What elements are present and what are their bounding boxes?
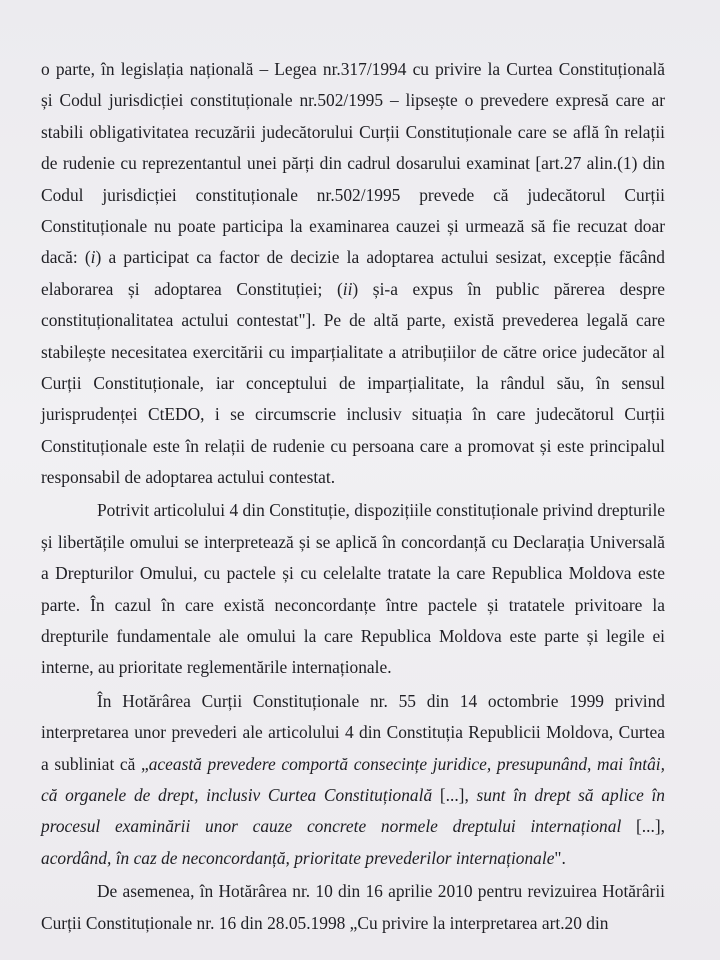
paragraph	[41, 876, 665, 939]
text-line	[41, 621, 665, 652]
text-segment: Curții Constituționale, iar conceptului de imparțialitate, la rândul său, în sensul	[41, 372, 665, 393]
document-body	[41, 54, 665, 939]
text-segment: Codul jurisdicției constituționale nr.502/1995 prevede că judecătorul Curții	[41, 184, 665, 205]
text-line	[41, 908, 665, 939]
text-line	[41, 749, 665, 780]
text-segment: ii	[342, 278, 353, 299]
text-line	[41, 811, 665, 842]
text-segment: Constituționale este în relații de rudenie cu persoana care a promovat și este principalul	[41, 435, 665, 456]
text-segment: stabili obligativitatea recuzării judecătorului Curții Constituționale care se află în relații	[41, 121, 665, 142]
text-segment: sunt în drept să aplice în	[476, 784, 666, 805]
text-segment: procesul examinării unor cauze concrete normele dreptului internațional	[41, 816, 622, 837]
text-segment: și libertățile omului se interpretează și se aplică în concordanță cu Declarația Universală	[41, 531, 665, 552]
text-segment: De asemenea, în Hotărârea nr. 10 din 16 aprilie 2010 pentru revizuirea Hotărârii	[97, 881, 665, 902]
text-segment: Curții Constituționale nr. 16 din 28.05.1998 „Cu privire la interpretarea art.20 din	[41, 912, 609, 933]
text-segment: i	[90, 247, 96, 268]
text-line	[41, 590, 665, 621]
text-line	[41, 558, 665, 589]
text-segment: constituționalitatea actului contestat"]. Pe de altă parte, există prevederea legală care	[41, 310, 665, 331]
text-segment: stabilește necesitatea exercitării cu imparțialitate a atribuțiilor de către orice judecător al	[41, 341, 665, 362]
text-segment: drepturile fundamentale ale omului la care Republica Moldova este parte și legile ei	[41, 626, 665, 647]
text-line	[41, 368, 665, 399]
text-segment: de rudenie cu reprezentantul unei părți din cadrul dosarului examinat [art.27 alin.(1) din	[41, 153, 665, 174]
paragraph	[41, 686, 665, 874]
text-line	[41, 527, 665, 558]
text-line	[41, 652, 665, 683]
text-segment: că organele de drept, inclusiv Curtea Constituțională	[41, 784, 433, 805]
paragraph	[41, 54, 665, 493]
text-line	[41, 148, 665, 179]
text-line	[41, 54, 665, 85]
text-line	[41, 117, 665, 148]
text-line	[41, 211, 665, 242]
text-segment: a Drepturilor Omului, cu pactele și cu celelalte tratate la care Republica Moldova este	[41, 563, 665, 584]
text-segment: o parte, în legislația națională – Legea nr.317/1994 cu privire la Curtea Constituțională	[41, 59, 665, 79]
text-line	[41, 876, 665, 907]
text-line	[41, 495, 665, 526]
text-segment: parte. În cazul în care există neconcordanțe între pactele și tratatele privitoare la	[41, 594, 665, 615]
text-segment: În Hotărârea Curții Constituționale nr. 55 din 14 octombrie 1999 privind	[97, 690, 665, 711]
text-segment: Constituționale nu poate participa la examinarea cauzei și urmează să fie recuzat doar	[41, 215, 665, 236]
text-segment: ) a participat ca factor de decizie la adoptarea actului sesizat, excepție făcând	[95, 247, 665, 268]
text-segment: interpretarea unor prevederi ale articolului 4 din Constituția Republicii Moldova, Curtea	[41, 722, 665, 743]
text-line	[41, 274, 665, 305]
text-segment: jurisprudenței CtEDO, i se circumscrie inclusiv situația în care judecătorul Curții	[41, 404, 665, 425]
text-line	[41, 85, 665, 116]
text-segment: a subliniat că „	[41, 753, 149, 774]
text-segment: acordând, în caz de neconcordanță, prioritate prevederilor internaționale	[41, 847, 555, 868]
text-line	[41, 717, 665, 748]
text-segment: responsabil de adoptarea actului contestat.	[41, 467, 336, 488]
text-segment: Potrivit articolului 4 din Constituție, dispozițiile constituționale privind drepturile	[97, 500, 665, 521]
text-segment: această prevedere comportă consecințe juridice, presupunând, mai întâi,	[148, 753, 665, 774]
text-line	[41, 843, 665, 874]
text-line	[41, 462, 665, 493]
text-line	[41, 242, 665, 273]
text-line	[41, 180, 665, 211]
text-segment: și Codul jurisdicției constituționale nr.502/1995 – lipsește o prevedere expresă care ar	[41, 90, 665, 111]
text-segment: ) și-a expus în public părerea despre	[352, 278, 665, 299]
text-segment: [...],	[432, 784, 477, 805]
paragraph	[41, 495, 665, 683]
text-line	[41, 337, 665, 368]
text-segment: [...],	[621, 816, 665, 837]
text-line	[41, 305, 665, 336]
text-segment: interne, au prioritate reglementările internaționale.	[41, 657, 392, 678]
text-line	[41, 780, 665, 811]
text-line	[41, 399, 665, 430]
text-segment: elaborarea și adoptarea Constituției; (	[41, 278, 343, 299]
text-segment: ".	[554, 847, 566, 868]
text-line	[41, 431, 665, 462]
text-line	[41, 686, 665, 717]
text-segment: dacă: (	[41, 247, 91, 268]
